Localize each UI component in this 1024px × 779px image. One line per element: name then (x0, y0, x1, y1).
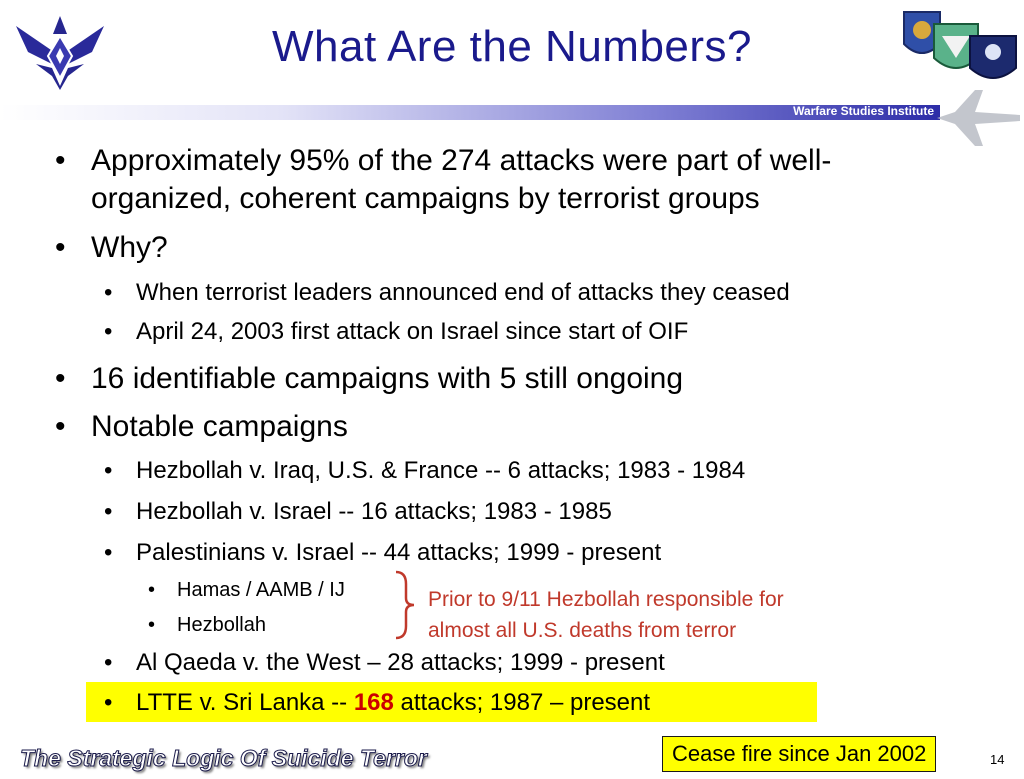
bullet-glyph: • (104, 279, 113, 306)
bullet-glyph: • (104, 689, 113, 716)
bullet-glyph: • (55, 231, 66, 264)
bullet-glyph: • (55, 362, 66, 395)
slide-title: What Are the Numbers? (271, 22, 753, 71)
ltte-attack-count: 168 (353, 689, 394, 716)
bullet-glyph: • (104, 649, 113, 676)
ltte-text-before: LTTE v. Sri Lanka -- (136, 689, 354, 716)
bullet-glyph: • (104, 318, 113, 345)
bullet-glyph: • (148, 579, 156, 601)
bullet-item: Hezbollah v. Israel -- 16 attacks; 1983 - 1985 (136, 498, 612, 525)
bullet-item: 16 identifiable campaigns with 5 still ongoing (91, 362, 684, 395)
brace-icon (392, 570, 422, 640)
bullet-item: Hamas / AAMB / IJ (177, 579, 345, 601)
bullet-item: Al Qaeda v. the West – 28 attacks; 1999 - present (136, 649, 665, 676)
bullet-glyph: • (104, 539, 113, 566)
bullet-item: Palestinians v. Israel -- 44 attacks; 1999 - present (136, 539, 662, 566)
bullet-item: Approximately 95% of the 274 attacks were part of well- (91, 144, 832, 177)
bullet-glyph: • (104, 498, 113, 525)
ltte-text-after: attacks; 1987 – present (393, 689, 651, 716)
page-number: 14 (990, 752, 1005, 767)
header-bar-label: Warfare Studies Institute (793, 104, 934, 118)
bullet-item: organized, coherent campaigns by terrorist groups (91, 182, 760, 215)
ceasefire-note: Cease fire since Jan 2002 (662, 736, 936, 772)
bullet-glyph: • (104, 457, 113, 484)
bullet-glyph: • (55, 144, 66, 177)
bullet-glyph: • (55, 410, 66, 443)
callout-note (428, 584, 784, 646)
bullet-item: Why? (91, 231, 168, 264)
bullet-item: Notable campaigns (91, 410, 348, 443)
bullet-item: When terrorist leaders announced end of attacks they ceased (136, 279, 790, 306)
callout-line: Prior to 9/11 Hezbollah responsible for (428, 588, 784, 611)
footer-title: The Strategic Logic Of Suicide Terror (20, 745, 427, 771)
bullet-item: April 24, 2003 first attack on Israel since start of OIF (136, 318, 689, 345)
bullet-item: Hezbollah (177, 614, 266, 636)
ltte-bullet (136, 688, 650, 718)
bullet-glyph: • (148, 614, 156, 636)
bullet-item: Hezbollah v. Iraq, U.S. & France -- 6 attacks; 1983 - 1984 (136, 457, 746, 484)
callout-line: almost all U.S. deaths from terror (428, 619, 737, 642)
